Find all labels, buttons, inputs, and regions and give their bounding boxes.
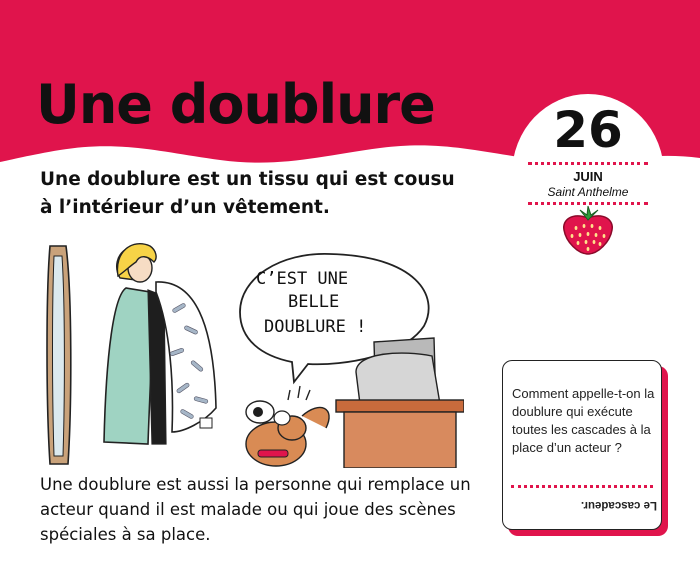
speech-line-1: C’EST UNE	[256, 269, 349, 289]
quiz-card	[502, 360, 662, 530]
woman-drawing	[104, 244, 216, 444]
dog-drawing	[246, 386, 329, 466]
day-number: 26	[553, 101, 623, 159]
speech-line-2: BELLE	[288, 292, 340, 312]
saint-name: Saint Anthelme	[547, 185, 629, 199]
page-title: Une doublure	[36, 73, 435, 136]
strawberry-icon	[560, 204, 616, 256]
lead-definition: Une doublure est un tissu qui est cousu à l’intérieur d’un vêtement.	[40, 169, 455, 218]
dotted-divider	[511, 485, 653, 488]
date-badge	[512, 94, 664, 266]
quiz-answer-upside-down: Le cascadeur.	[580, 499, 657, 511]
month-label: JUIN	[573, 169, 603, 184]
quiz-question: Comment appelle-t-on la doublure qui exécute toutes les cascades à la place d’un acteur ?	[512, 386, 655, 455]
body-definition: Une doublure est aussi la personne qui remplace un acteur quand il est malade ou qui joue des scènes spéciales à sa place.	[40, 475, 471, 544]
speech-line-3: DOUBLURE !	[264, 317, 367, 337]
cartoon-illustration	[44, 232, 464, 468]
dotted-divider	[528, 162, 648, 165]
mirror-drawing	[47, 246, 71, 464]
